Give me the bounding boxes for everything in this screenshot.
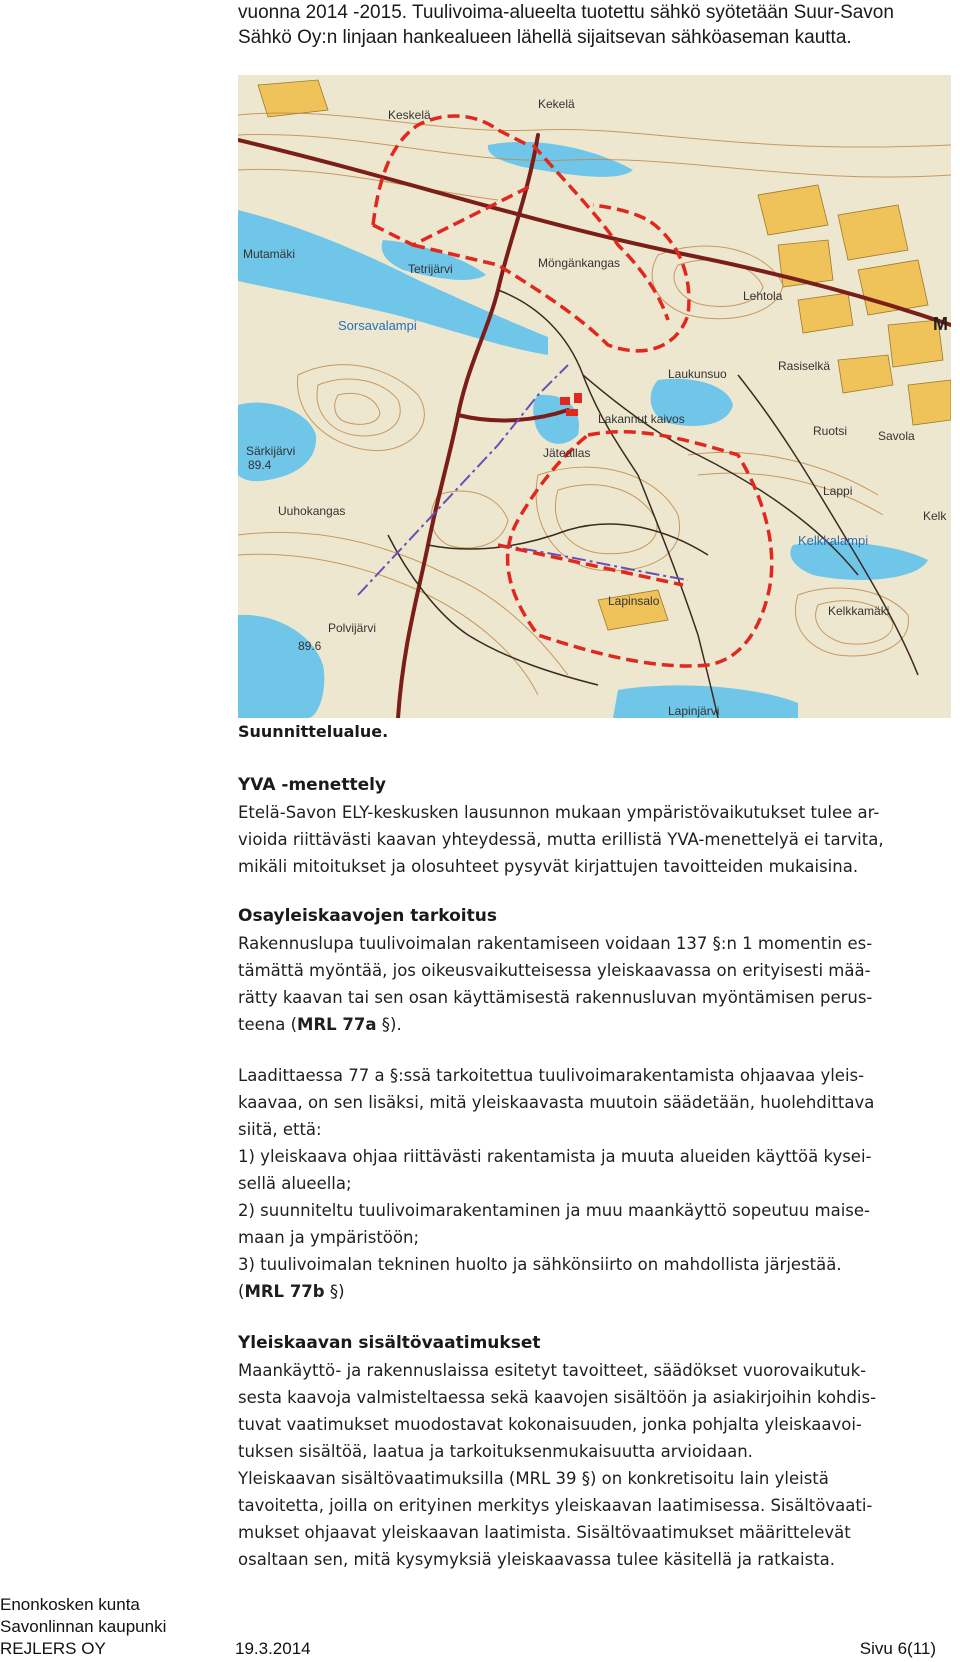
intro-line: vuonna 2014 -2015. Tuulivoima-alueelta tuotettu sähkö syötetään Suur-Savon [238, 2, 894, 23]
map-label: Lappi [823, 484, 853, 498]
footer-page-number: Sivu 6(11) [859, 1639, 936, 1658]
map-label: Ruotsi [813, 424, 848, 438]
text-span: teena ( [238, 1015, 298, 1034]
paragraph-line: kaavaa, on sen lisäksi, mitä yleiskaavasta muutoin säädetään, huolehdittava [238, 1093, 875, 1112]
footer-organizations [0, 1594, 166, 1638]
section-77a-requirements [238, 1062, 934, 1305]
map-label: Kelk [923, 509, 947, 523]
map-svg [238, 75, 951, 718]
footer-municipality: Enonkosken kunta [0, 1595, 140, 1614]
section-purpose [238, 903, 934, 1038]
map-label: M [933, 314, 948, 334]
map-label: Jäteallas [543, 446, 591, 460]
paragraph-line: maan ja ympäristöön; [238, 1228, 420, 1247]
section-content-requirements [238, 1330, 934, 1573]
footer-city: Savonlinnan kaupunki [0, 1617, 167, 1636]
text-span: §). [376, 1015, 402, 1034]
paragraph-line [238, 1278, 934, 1305]
paragraph-line: 1) yleiskaava ohjaa riittävästi rakentamista ja muuta alueiden käyttöä kysei- [238, 1147, 872, 1166]
paragraph-line: Maankäyttö- ja rakennuslaissa esitetyt tavoitteet, säädökset vuorovaikutuk- [238, 1361, 867, 1380]
section-yva [238, 772, 934, 880]
paragraph-line: sellä alueella; [238, 1174, 352, 1193]
section-heading: Osayleiskaavojen tarkoitus [238, 906, 497, 926]
map-label: Sorsavalampi [338, 318, 417, 333]
map-label: Tetrijärvi [408, 262, 453, 276]
map-label: Särkijärvi [246, 444, 296, 458]
paragraph-line: tuksen sisältöä, laatua ja tarkoituksenmukaisuutta arvioidaan. [238, 1442, 753, 1461]
paragraph-line: rätty kaavan tai sen osan käyttämisestä rakennusluvan myöntämisen perus- [238, 988, 873, 1007]
map-label: Polvijärvi [328, 621, 377, 635]
text-span: ( [238, 1282, 245, 1301]
law-reference: MRL 77a [297, 1015, 377, 1034]
paragraph-line: mukset ohjaavat yleiskaavan laatimista. Sisältövaatimukset määrittelevät [238, 1523, 851, 1542]
section-heading: Yleiskaavan sisältövaatimukset [238, 1333, 541, 1353]
paragraph-line: Yleiskaavan sisältövaatimuksilla (MRL 39 §) on konkretisoitu lain yleistä [238, 1469, 829, 1488]
map-label: Kelkkamäki [828, 604, 890, 618]
map-label: Lehtola [743, 289, 783, 303]
paragraph-line: vioida riittävästi kaavan yhteydessä, mutta erillistä YVA-menettelyä ei tarvita, [238, 830, 884, 849]
paragraph-line: mikäli mitoitukset ja olosuhteet pysyvät kirjattujen tavoitteiden mukaisina. [238, 857, 859, 876]
footer-date: 19.3.2014 [235, 1639, 311, 1658]
paragraph-line: osaltaan sen, mitä kysymyksiä yleiskaavassa tulee käsitellä ja ratkaista. [238, 1550, 836, 1569]
map-label: Mutamäki [243, 247, 296, 261]
map-label: Savola [878, 429, 915, 443]
paragraph-line: Etelä-Savon ELY-keskusken lausunnon mukaan ympäristövaikutukset tulee ar- [238, 803, 880, 822]
footer-row [0, 1638, 936, 1660]
paragraph-line: tämättä myöntää, jos oikeusvaikutteisessa yleiskaavassa on erityisesti mää- [238, 961, 871, 980]
paragraph-line: 3) tuulivoimalan tekninen huolto ja sähkönsiirto on mahdollista järjestää. [238, 1255, 842, 1274]
paragraph-line: siitä, että: [238, 1120, 322, 1139]
paragraph-line: tuvat vaatimukset muodostavat kokonaisuuden, jonka pohjalta yleiskaavoi- [238, 1415, 862, 1434]
paragraph-line: sesta kaavoja valmisteltaessa sekä kaavojen sisältöön ja asiakirjoihin kohdis- [238, 1388, 877, 1407]
map-label: Lakannut kaivos [598, 412, 685, 426]
map-label: 89.4 [248, 458, 272, 472]
paragraph-line: tavoitetta, joilla on erityinen merkitys yleiskaavan laatimisessa. Sisältövaati- [238, 1496, 873, 1515]
map-label: Möngänkangas [538, 256, 621, 270]
paragraph-line: 2) suunniteltu tuulivoimarakentaminen ja muu maankäyttö sopeutuu maise- [238, 1201, 870, 1220]
paragraph-line: Rakennuslupa tuulivoimalan rakentamiseen voidaan 137 §:n 1 momentin es- [238, 934, 873, 953]
intro-text [238, 0, 938, 50]
map-label: Kelkkalampi [798, 533, 869, 548]
paragraph-line [238, 1011, 934, 1038]
paragraph-line: Laadittaessa 77 a §:ssä tarkoitettua tuulivoimarakentamista ohjaavaa yleis- [238, 1066, 865, 1085]
map-label: Laukunsuo [668, 367, 727, 381]
map-label: Keskelä [388, 108, 431, 122]
map-label: Kekelä [538, 97, 575, 111]
map-label: Uuhokangas [278, 504, 346, 518]
map-label: Lapinsalo [608, 594, 660, 608]
intro-line: Sähkö Oy:n linjaan hankealueen lähellä sijaitsevan sähköaseman kautta. [238, 27, 852, 48]
footer-company: REJLERS OY [0, 1639, 106, 1658]
map-label: Lapinjärvi [668, 704, 720, 718]
planning-area-map [238, 75, 951, 718]
law-reference: MRL 77b [244, 1282, 325, 1301]
text-span: §) [324, 1282, 345, 1301]
section-heading: YVA -menettely [238, 775, 387, 795]
map-label: Rasiselkä [778, 359, 831, 373]
map-label: 89.6 [298, 639, 322, 653]
map-caption: Suunnittelualue. [238, 722, 389, 741]
